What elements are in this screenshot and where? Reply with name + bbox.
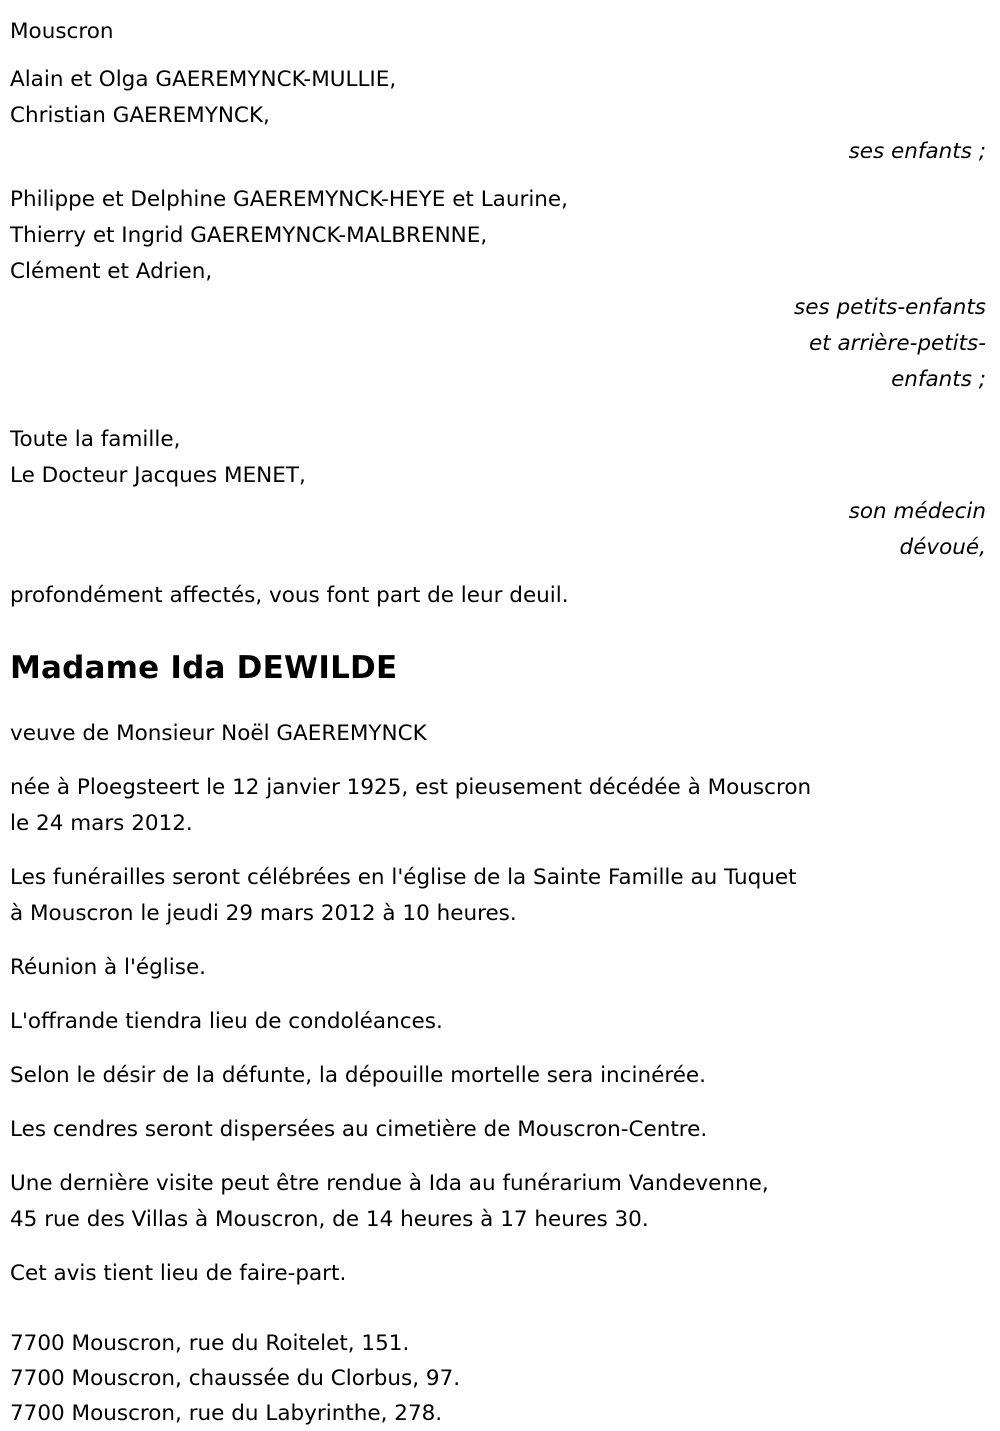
- spacer: [10, 170, 990, 182]
- reunion-paragraph: Réunion à l'église.: [10, 955, 207, 980]
- grandchildren-role-line-2: et arrière-petits-: [808, 331, 986, 356]
- ashes-paragraph: Les cendres seront dispersées au cimetière de Mouscron-Centre.: [10, 1117, 708, 1142]
- family-line: Toute la famille,: [10, 427, 181, 452]
- visit-line-2: 45 rue des Villas à Mouscron, de 14 heures à 17 heures 30.: [10, 1207, 649, 1232]
- cremation-paragraph: Selon le désir de la défunte, la dépouille mortelle sera incinérée.: [10, 1063, 706, 1088]
- affected-line: profondément affectés, vous font part de leur deuil.: [10, 583, 569, 608]
- funeral-line-1: Les funérailles seront célébrées en l'église de la Sainte Famille au Tuquet: [10, 865, 797, 890]
- spacer: [10, 50, 990, 62]
- spacer: [10, 398, 990, 422]
- notice-paragraph: Cet avis tient lieu de faire-part.: [10, 1261, 347, 1286]
- grandchild-line-2: Thierry et Ingrid GAEREMYNCK-MALBRENNE,: [10, 223, 488, 248]
- children-role-label: ses enfants ;: [848, 139, 986, 164]
- doctor-role-line-1: son médecin: [848, 499, 986, 524]
- birth-death-paragraph: [10, 770, 990, 842]
- child-line-2: Christian GAEREMYNCK,: [10, 103, 270, 128]
- grandchild-line-3: Clément et Adrien,: [10, 259, 213, 284]
- spacer: [10, 566, 990, 578]
- grandchildren-role-line-1: ses petits-enfants: [794, 295, 986, 320]
- doctor-role-line-2: dévoué,: [899, 535, 986, 560]
- widow-line: veuve de Monsieur Noël GAEREMYNCK: [10, 721, 427, 746]
- grandchild-line-1: Philippe et Delphine GAEREMYNCK-HEYE et Laurine,: [10, 187, 568, 212]
- visit-line-1: Une dernière visite peut être rendue à Ida au funérarium Vandevenne,: [10, 1171, 769, 1196]
- birth-death-line-2: le 24 mars 2012.: [10, 811, 193, 836]
- funeral-line-2: à Mouscron le jeudi 29 mars 2012 à 10 heures.: [10, 901, 517, 926]
- visit-paragraph: [10, 1166, 990, 1238]
- city-line: Mouscron: [10, 19, 114, 44]
- grandchildren-role-line-3: enfants ;: [891, 367, 986, 392]
- address-line-1: 7700 Mouscron, rue du Roitelet, 151.: [10, 1331, 410, 1356]
- doctor-role-block: [10, 494, 990, 566]
- address-line-2: 7700 Mouscron, chaussée du Clorbus, 97.: [10, 1366, 461, 1391]
- doctor-line: Le Docteur Jacques MENET,: [10, 463, 306, 488]
- birth-death-line-1: née à Ploegsteert le 12 janvier 1925, est pieusement décédée à Mouscron: [10, 775, 812, 800]
- offering-paragraph: L'offrande tiendra lieu de condoléances.: [10, 1009, 443, 1034]
- deceased-name: Madame Ida DEWILDE: [10, 650, 398, 686]
- funeral-paragraph: [10, 860, 990, 932]
- address-list: [10, 1326, 990, 1431]
- grandchildren-role-block: [10, 290, 990, 398]
- address-line-3: 7700 Mouscron, rue du Labyrinthe, 278.: [10, 1401, 443, 1426]
- child-line-1: Alain et Olga GAEREMYNCK-MULLIE,: [10, 67, 397, 92]
